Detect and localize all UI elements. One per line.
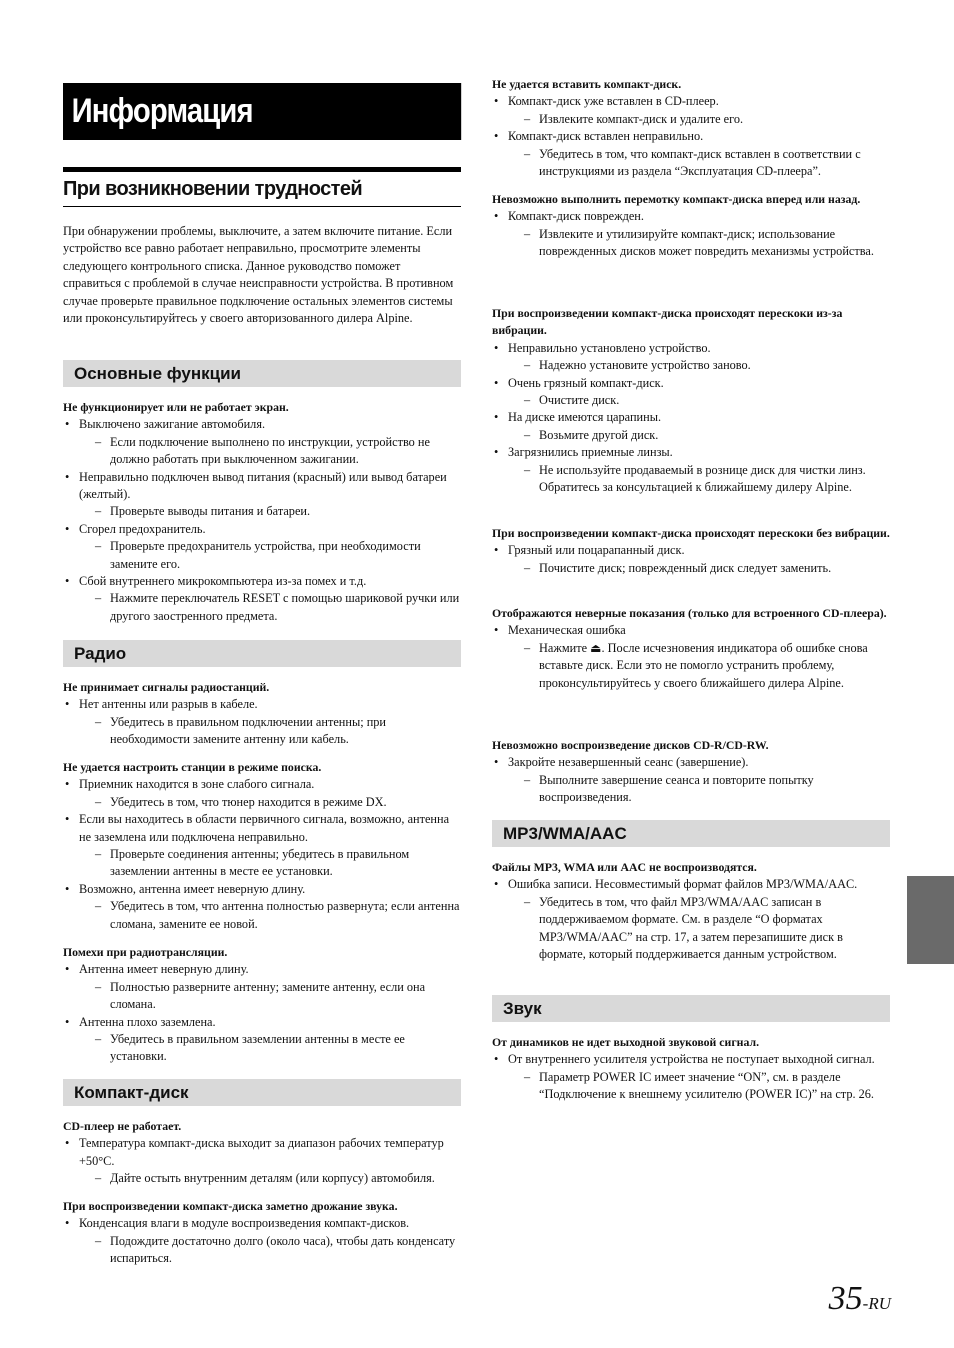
eject-icon: ⏏ [590, 640, 602, 655]
cause-item [492, 340, 890, 375]
fix-list [508, 894, 890, 964]
trouble-block [63, 759, 461, 933]
fix-item: – Убедитесь в том, что тюнер находится в режиме DX. [79, 794, 461, 811]
chapter-tab [907, 876, 954, 964]
cause-text: Ошибка записи. Несовместимый формат файлов MP3/WMA/AAC. [508, 877, 858, 892]
fix-list [508, 392, 890, 409]
cause-text: Компакт-диск вставлен неправильно. [508, 129, 704, 144]
cause-list [492, 754, 890, 806]
cause-item [492, 93, 890, 128]
cause-list [63, 416, 461, 625]
cause-list [63, 1215, 461, 1267]
fix-list [79, 1170, 461, 1187]
problem-heading: От динамиков не идет выходной звуковой сигнал. [492, 1035, 760, 1049]
cause-text: Неправильно подключен вывод питания (красный) или вывод батареи (желтый). [79, 469, 447, 502]
cause-item [492, 208, 890, 260]
fix-item: – Дайте остыть внутренним деталям (или корпусу) автомобиля. [79, 1170, 461, 1187]
fix-item: – Убедитесь в правильном заземлении антенны в месте ее установки. [79, 1031, 461, 1066]
trouble-block [63, 399, 461, 625]
cause-list [492, 622, 890, 692]
page-title: Информация [63, 83, 461, 140]
cause-item [492, 876, 890, 963]
section-heading: Компакт-диск [63, 1079, 461, 1106]
fix-item: – Нажмите переключатель RESET с помощью шариковой ручки или другого заостренного предмета. [79, 590, 461, 625]
fix-item: – Проверьте соединения антенны; убедитесь в правильном заземлении антенны в месте ее установки. [79, 846, 461, 881]
fix-list [79, 846, 461, 881]
cause-text: Компакт-диск уже вставлен в CD-плеер. [508, 94, 719, 109]
cause-list [492, 208, 890, 260]
problem-heading: Не принимает сигналы радиостанций. [63, 680, 270, 694]
problem-heading: При воспроизведении компакт-диска заметно дрожание звука. [63, 1199, 398, 1213]
fix-list [79, 979, 461, 1014]
cause-list [492, 542, 890, 577]
cause-item [492, 444, 890, 496]
cause-item [63, 521, 461, 573]
fix-item: – Проверьте выводы питания и батареи. [79, 503, 461, 520]
cause-text: Сгорел предохранитель. [79, 521, 206, 536]
fix-list [508, 772, 890, 807]
cause-list [63, 776, 461, 933]
fix-item: – Убедитесь в правильном подключении антенны; при необходимости замените антенну или кабель. [79, 714, 461, 749]
trouble-block [492, 76, 890, 180]
cause-text: Возможно, антенна имеет неверную длину. [79, 881, 306, 896]
fix-item: – Извлеките и утилизируйте компакт-диск; использование поврежденных дисков может повредить механизмы устройства. [508, 226, 890, 261]
fix-text: Нажмите [539, 640, 588, 655]
fix-list [508, 146, 890, 181]
fix-list [79, 590, 461, 625]
fix-list [79, 1031, 461, 1066]
fix-list [508, 111, 890, 128]
intro-paragraph: При обнаружении проблемы, выключите, а затем включите питание. Если устройство все равно работает неправильно, просмотрите элементы следующего контрольного списка. Данное руководство поможет справиться с проблемой в случае неисправности устройства. В противном случае проверьте правильное подключение остальных элементов системы или проконсультируйтесь у своего авторизованного дилера Alpine. [63, 224, 454, 326]
problem-heading: При воспроизведении компакт-диска происходят перескоки без вибрации. [492, 526, 890, 540]
cause-text: Приемник находится в зоне слабого сигнала. [79, 777, 315, 792]
trouble-block [492, 1034, 890, 1104]
section-title: При возникновении трудностей [63, 167, 461, 207]
fix-list [79, 434, 461, 469]
problem-heading: Помехи при радиотрансляции. [63, 945, 228, 959]
cause-list [63, 961, 461, 1065]
fix-list [508, 357, 890, 374]
fix-list [79, 1233, 461, 1268]
problem-heading: Не удается настроить станции в режиме поиска. [63, 760, 322, 774]
cause-item [63, 696, 461, 748]
section-heading: MP3/WMA/AAC [492, 820, 890, 847]
cause-list [492, 876, 890, 963]
fix-item: – Убедитесь в том, что компакт-диск вставлен в соответствии с инструкциями из раздела “Эксплуатация CD-плеера”. [508, 146, 890, 181]
cause-text: Если вы находитесь в области первичного сигнала, возможно, антенна не заземлена или подключена неправильно. [79, 812, 450, 844]
fix-list [79, 898, 461, 933]
trouble-block [63, 944, 461, 1066]
fix-item: – Если подключение выполнено по инструкции, устройство не должно работать при выключенном зажигании. [79, 434, 461, 469]
cause-text: Конденсация влаги в модуле воспроизведения компакт-дисков. [79, 1216, 410, 1231]
problem-heading: Файлы MP3, WMA или AAC не воспроизводятся. [492, 860, 757, 874]
trouble-block [63, 1118, 461, 1188]
fix-item: – Убедитесь в том, что файл MP3/WMA/AAC записан в поддерживаемом формате. См. в разделе “О форматах MP3/WMA/AAC” на стр. 17, а затем перезапишите диск в формате, который поддерживается данным устройством. [508, 894, 890, 964]
section-heading: Радио [63, 640, 461, 667]
fix-item: – Возьмите другой диск. [508, 427, 890, 444]
page-number-value: 35 [828, 1280, 863, 1317]
cause-item [492, 542, 890, 577]
trouble-block [492, 605, 890, 692]
fix-text: . После исчезновения индикатора об ошибке снова вставьте диск. Если это не помогло устранить проблему, проконсультируйтесь у своего ближайшего дилера Alpine. [539, 640, 868, 690]
fix-list [79, 714, 461, 749]
cause-item [492, 1051, 890, 1103]
cause-list [63, 1135, 461, 1187]
cause-item [492, 754, 890, 806]
fix-list [508, 462, 890, 497]
fix-item: – Надежно установите устройство заново. [508, 357, 890, 374]
cause-item [492, 409, 890, 444]
section-heading: Основные функции [63, 360, 461, 387]
problem-heading: CD-плеер не работает. [63, 1119, 182, 1133]
fix-item: – Выполните завершение сеанса и повторите попытку воспроизведения. [508, 772, 890, 807]
cause-text: Нет антенны или разрыв в кабеле. [79, 697, 258, 712]
cause-item [492, 622, 890, 692]
cause-item [63, 416, 461, 468]
page-number-suffix: -RU [862, 1294, 891, 1313]
cause-text: Грязный или поцарапанный диск. [508, 543, 685, 558]
fix-item: – Не используйте продаваемый в рознице диск для чистки линз. Обратитесь за консультацией к ближайшему дилеру Alpine. [508, 462, 890, 497]
cause-text: Антенна плохо заземлена. [79, 1014, 216, 1029]
cause-list [492, 340, 890, 497]
fix-item: – Убедитесь в том, что антенна полностью развернута; если антенна сломана, замените ее новой. [79, 898, 461, 933]
cause-text: Механическая ошибка [508, 623, 626, 638]
cause-text: Загрязнились приемные линзы. [508, 445, 673, 460]
trouble-block [63, 679, 461, 749]
fix-item [508, 640, 890, 692]
fix-list [508, 226, 890, 261]
fix-item: – Извлеките компакт-диск и удалите его. [508, 111, 890, 128]
cause-item [492, 375, 890, 410]
problem-heading: Не функционирует или не работает экран. [63, 400, 289, 414]
cause-text: От внутреннего усилителя устройства не поступает выходной сигнал. [508, 1052, 875, 1067]
fix-list [508, 1069, 890, 1104]
page-number [828, 1280, 891, 1317]
trouble-block [492, 191, 890, 261]
cause-text: Выключено зажигание автомобиля. [79, 417, 266, 432]
fix-item: – Подождите достаточно долго (около часа), чтобы дать конденсату испариться. [79, 1233, 461, 1268]
problem-heading: Не удается вставить компакт-диск. [492, 77, 682, 91]
cause-item [63, 1135, 461, 1187]
fix-item: – Почистите диск; поврежденный диск следует заменить. [508, 560, 890, 577]
fix-list [79, 794, 461, 811]
trouble-block [492, 737, 890, 807]
problem-heading: Отображаются неверные показания (только для встроенного CD-плеера). [492, 606, 887, 620]
cause-item [63, 1014, 461, 1066]
cause-item [63, 469, 461, 521]
cause-item [63, 573, 461, 625]
cause-list [63, 696, 461, 748]
fix-item: – Параметр POWER IC имеет значение “ON”, см. в разделе “Подключение к внешнему усилителю (POWER IC)” на стр. 26. [508, 1069, 890, 1104]
section-heading: Звук [492, 995, 890, 1022]
cause-item [63, 776, 461, 811]
fix-item: – Очистите диск. [508, 392, 890, 409]
cause-text: На диске имеются царапины. [508, 410, 662, 425]
fix-list [79, 538, 461, 573]
cause-text: Сбой внутреннего микрокомпьютера из-за помех и т.д. [79, 574, 367, 589]
trouble-block [63, 1198, 461, 1268]
trouble-block [492, 859, 890, 963]
cause-text: Неправильно установлено устройство. [508, 340, 711, 355]
cause-text: Температура компакт-диска выходит за диапазон рабочих температур +50°C. [79, 1136, 444, 1168]
trouble-block [492, 305, 890, 496]
problem-heading: Невозможно выполнить перемотку компакт-диска вперед или назад. [492, 192, 861, 206]
fix-list [508, 640, 890, 692]
fix-list [508, 560, 890, 577]
cause-item [492, 128, 890, 180]
cause-list [492, 1051, 890, 1103]
cause-item [63, 881, 461, 933]
cause-text: Антенна имеет неверную длину. [79, 962, 249, 977]
fix-item: – Проверьте предохранитель устройства, при необходимости замените его. [79, 538, 461, 573]
cause-text: Очень грязный компакт-диск. [508, 375, 664, 390]
fix-list [79, 503, 461, 520]
cause-item [63, 811, 461, 881]
trouble-block [492, 525, 890, 577]
problem-heading: При воспроизведении компакт-диска происходят перескоки из-за вибрации. [492, 306, 843, 338]
fix-list [508, 427, 890, 444]
cause-item [63, 1215, 461, 1267]
cause-item [63, 961, 461, 1013]
fix-item: – Полностью разверните антенну; замените антенну, если она сломана. [79, 979, 461, 1014]
cause-text: Закройте незавершенный сеанс (завершение). [508, 755, 749, 770]
cause-list [492, 93, 890, 180]
problem-heading: Невозможно воспроизведение дисков CD-R/CD-RW. [492, 738, 769, 752]
cause-text: Компакт-диск поврежден. [508, 209, 644, 224]
